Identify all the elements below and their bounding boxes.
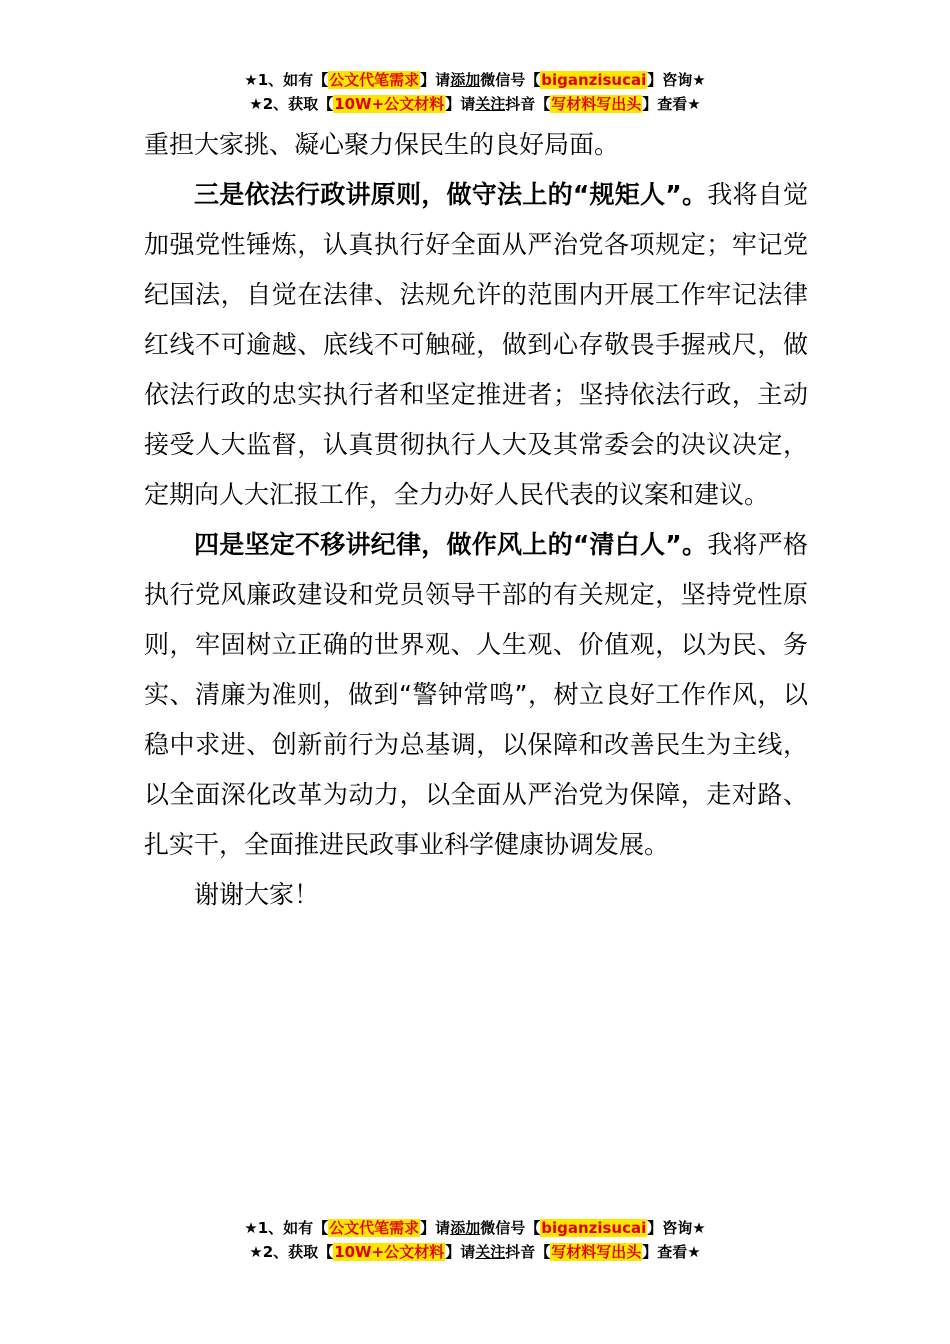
paragraph-continuation: 重担大家挑、凝心聚力保民生的良好局面。 [144,130,620,159]
banner-line-1 [0,1216,950,1240]
banner-text: 微信号【 [480,71,541,89]
banner-highlight: 公文代笔需求 [329,1219,420,1237]
paragraph-text: 我将严格执行党风廉政建设和党员领导干部的有关规定，坚持党性原则，牢固树立正确的世界观、人生观、价值观，以为民、务实、清廉为准则，做到“警钟常鸣”，树立良好工作作风，以稳中求进、创新前行为总基调，以保障和改善民生为主线，以全面深化改革为动力，以全面从严治党为保障，走对路、扎实干，全面推进民政事业科学健康协调发展。 [144,530,808,859]
paragraph-lead: 三是依法行政讲原则，做守法上的“规矩人”。 [194,180,708,209]
banner-line-1 [0,68,950,92]
banner-line-2 [0,92,950,116]
paragraph-lead: 四是坚定不移讲纪律，做作风上的“清白人”。 [194,530,708,559]
banner-text: 】请 [420,1219,451,1237]
closing-line: 谢谢大家！ [194,880,320,909]
paragraph-four [144,520,808,870]
banner-highlight: 写材料写出头 [551,1243,642,1261]
banner-highlight: 10W+公文材料 [334,1243,445,1261]
banner-highlight: 写材料写出头 [551,95,642,113]
banner-text: 】查看★ [642,95,701,113]
header-banner [0,68,950,116]
banner-text: ★1、如有【 [244,71,329,89]
document-body [144,120,808,920]
paragraph-text: 我将自觉加强党性锤炼，认真执行好全面从严治党各项规定；牢记党纪国法，自觉在法律、法规允许的范围内开展工作牢记法律红线不可逾越、底线不可触碰，做到心存敬畏手握戒尺，做依法行政的忠实执行者和坚定推进者；坚持依法行政，主动接受人大监督，认真贯彻执行人大及其常委会的决议决定，定期向人大汇报工作，全力办好人民代表的议案和建议。 [144,180,808,509]
banner-line-2 [0,1240,950,1264]
banner-underline: 关注 [475,1243,506,1261]
banner-highlight: biganzisucai [541,71,647,89]
banner-text: 微信号【 [480,1219,541,1237]
banner-text: ★1、如有【 [244,1219,329,1237]
banner-text: 】请 [445,1243,476,1261]
footer-banner [0,1216,950,1264]
banner-text: 抖音【 [505,95,551,113]
banner-text: 】请 [445,95,476,113]
banner-text: ★2、获取【 [249,95,334,113]
banner-text: 】查看★ [642,1243,701,1261]
banner-text: 抖音【 [505,1243,551,1261]
banner-text: ★2、获取【 [249,1243,334,1261]
banner-text: 】咨询★ [647,1219,706,1237]
banner-text: 】咨询★ [647,71,706,89]
banner-highlight: biganzisucai [541,1219,647,1237]
banner-underline: 添加 [450,1219,481,1237]
banner-underline: 添加 [450,71,481,89]
banner-underline: 关注 [475,95,506,113]
banner-highlight: 公文代笔需求 [329,71,420,89]
banner-highlight: 10W+公文材料 [334,95,445,113]
banner-text: 】请 [420,71,451,89]
paragraph-three [144,170,808,520]
